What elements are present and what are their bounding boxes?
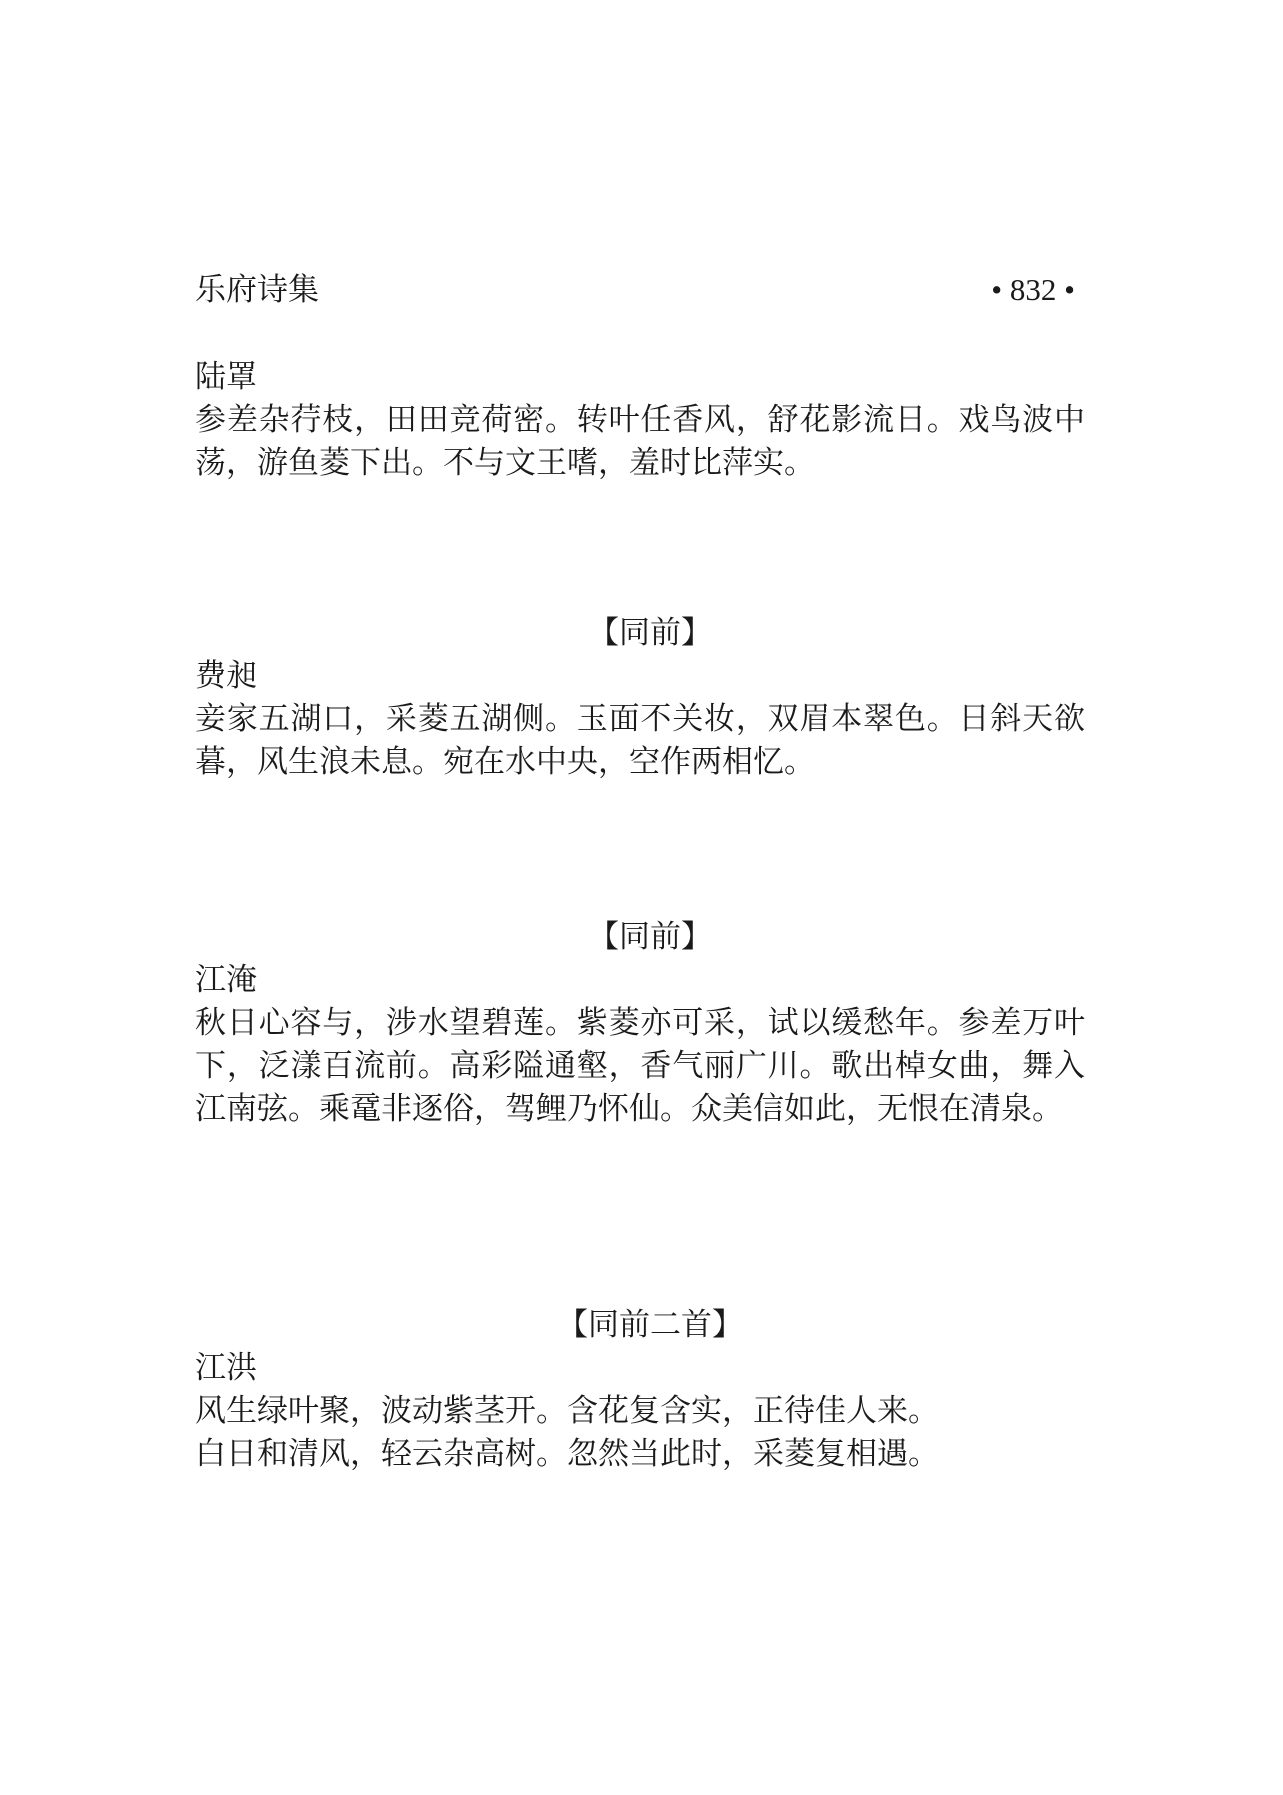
- document-page: [195, 0, 1085, 1795]
- poem-author: 费昶: [195, 658, 257, 694]
- poem: [195, 612, 1085, 784]
- poem-verse: [195, 1390, 1085, 1476]
- poem-verse: [195, 399, 1085, 485]
- verse-line: 白日和清风，轻云杂高树。忽然当此时，采菱复相遇。: [195, 1436, 939, 1472]
- page-header: [195, 268, 1085, 312]
- poem-author: 陆罩: [195, 359, 257, 395]
- poem-author: 江洪: [195, 1350, 257, 1386]
- verse-line: 妾家五湖口，采菱五湖侧。玉面不关妆，双眉本翠色。日斜天欲暮，风生浪未息。宛在水中央，空作两相忆。: [195, 701, 1085, 780]
- poem-heading: 【同前】: [588, 919, 712, 955]
- poem-heading: 【同前二首】: [557, 1307, 743, 1343]
- poem-heading: 【同前】: [588, 615, 712, 651]
- verse-line: 秋日心容与，涉水望碧莲。紫菱亦可采，试以缓愁年。参差万叶下，泛漾百流前。高彩隘通壑，香气丽广川。歌出棹女曲，舞入江南弦。乘鼋非逐俗，驾鲤乃怀仙。众美信如此，无恨在清泉。: [195, 1005, 1085, 1127]
- verse-line: 风生绿叶聚，波动紫茎开。含花复含实，正待佳人来。: [195, 1393, 939, 1429]
- poem-verse: [195, 698, 1085, 784]
- page-number: • 832 •: [991, 272, 1075, 307]
- poem: [195, 916, 1085, 1131]
- verse-line: 参差杂荇枝，田田竞荷密。转叶任香风，舒花影流日。戏鸟波中荡，游鱼菱下出。不与文王嗜，羞时比萍实。: [195, 402, 1085, 481]
- poem: [195, 1304, 1085, 1476]
- poem: [195, 356, 1085, 485]
- book-title: 乐府诗集: [195, 272, 319, 308]
- poem-verse: [195, 1002, 1085, 1131]
- poem-author: 江淹: [195, 962, 257, 998]
